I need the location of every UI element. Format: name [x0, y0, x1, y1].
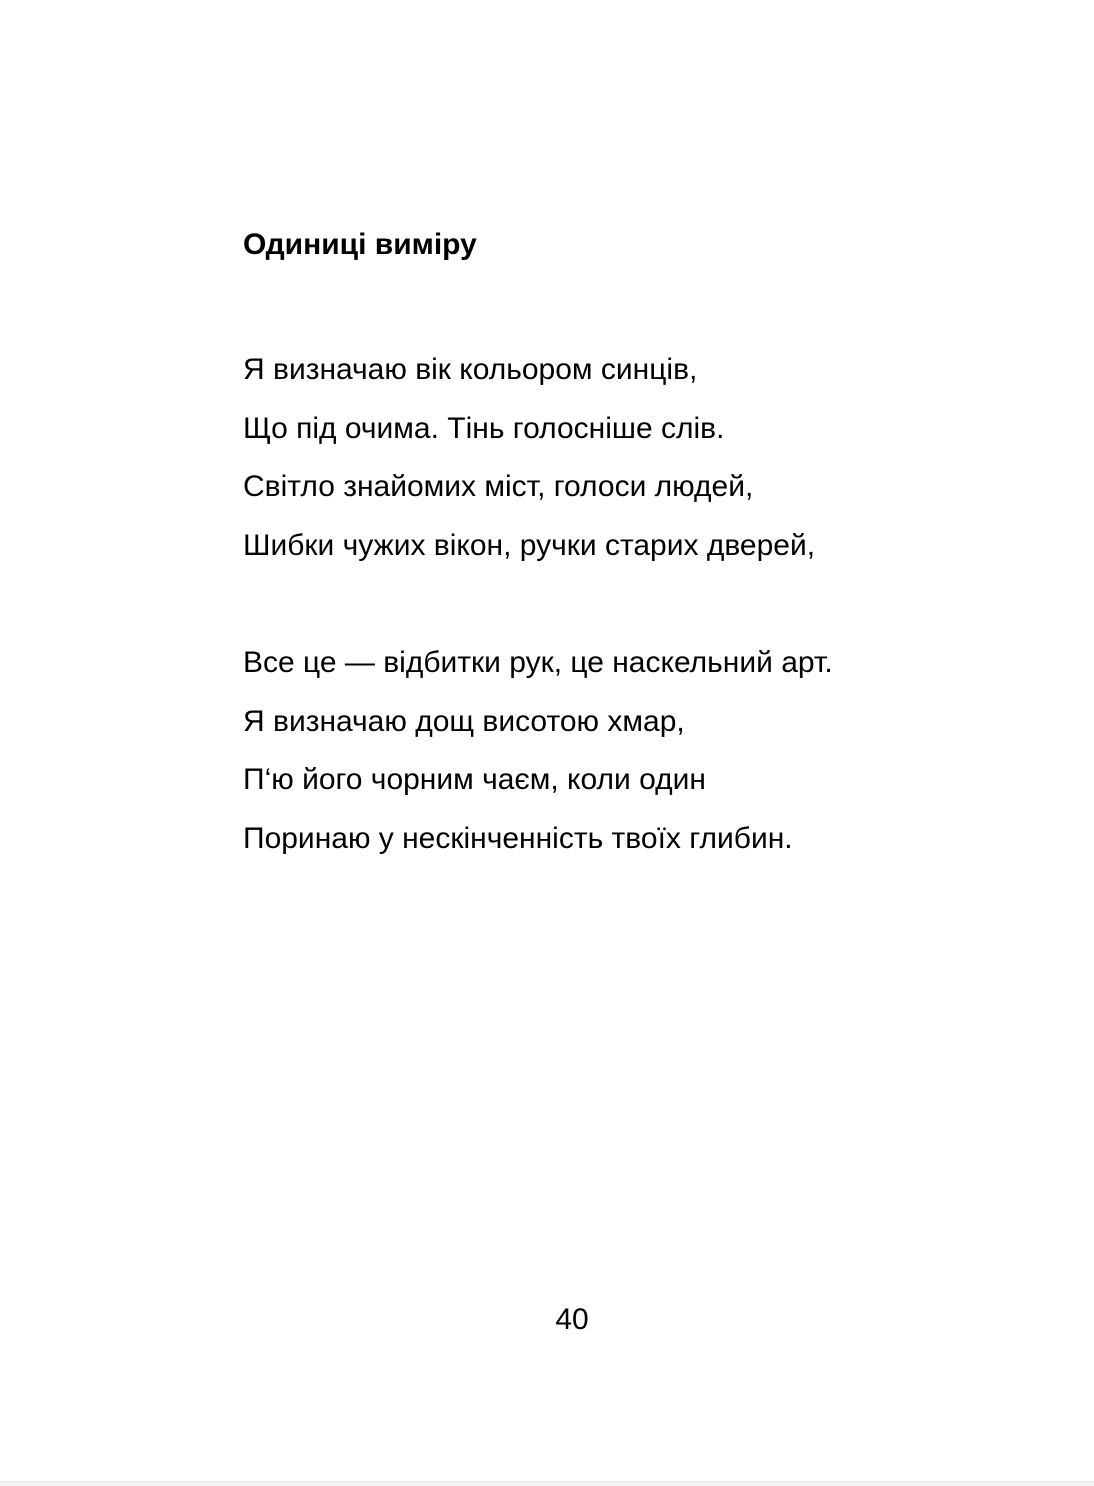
poem-title: Одиниці виміру: [243, 228, 477, 261]
verse-line: П‘ю його чорним чаєм, коли один: [243, 763, 706, 796]
verse-line: Світло знайомих міст, голоси людей,: [243, 470, 754, 503]
verse-line: Все це — відбитки рук, це наскельний арт.: [243, 646, 833, 679]
page-bottom-edge: [0, 1481, 1094, 1486]
stanza: [243, 634, 833, 868]
page-number: 40: [555, 1303, 589, 1336]
stanza: [243, 341, 815, 575]
verse-line: Шибки чужих вікон, ручки старих дверей,: [243, 528, 816, 562]
verse-line: Що під очима. Тінь голосніше слів.: [243, 411, 725, 445]
verse-line: Поринаю у нескінченність твоїх глибин.: [243, 821, 793, 855]
verse-line: Я визначаю вік кольором синців,: [243, 353, 698, 386]
verse-line: Я визначаю дощ висотою хмар,: [243, 704, 685, 738]
